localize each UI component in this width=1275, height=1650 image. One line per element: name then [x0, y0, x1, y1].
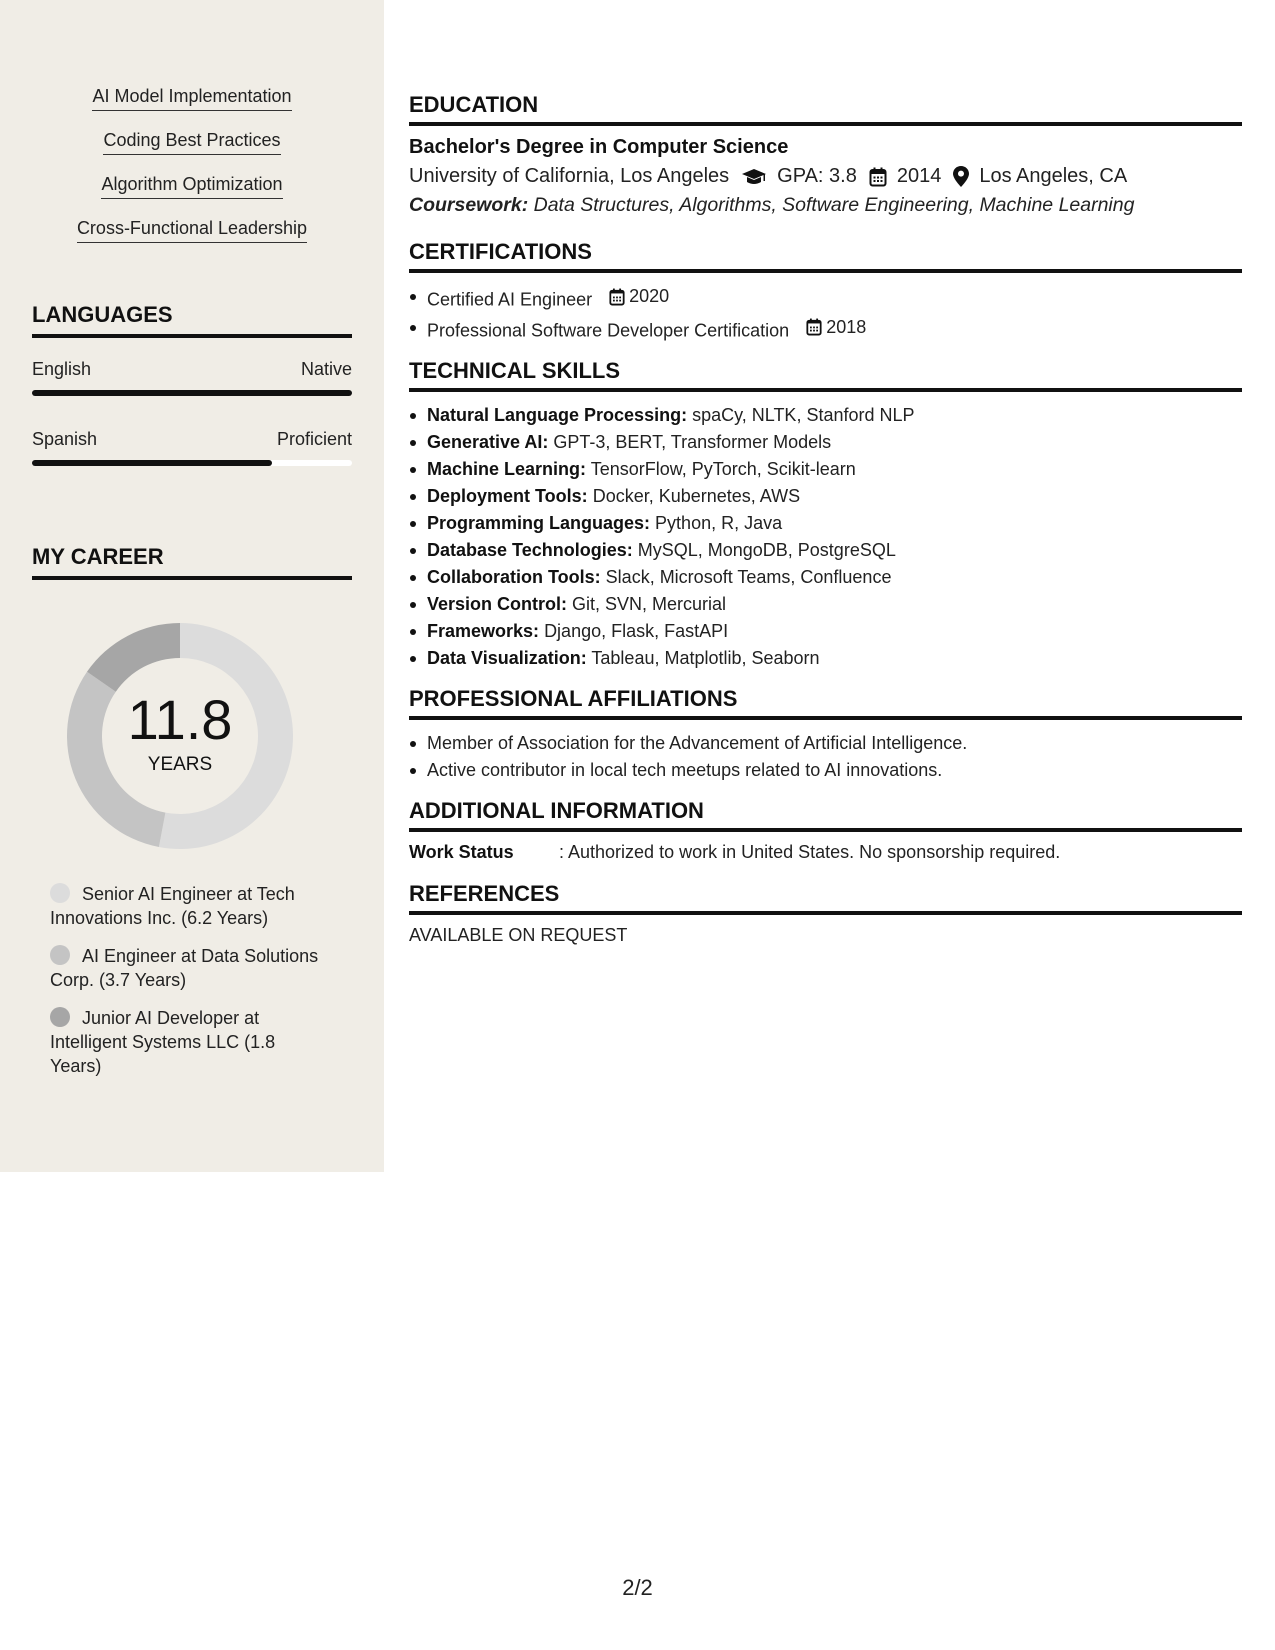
- skill-label: Generative AI:: [427, 432, 549, 452]
- work-status-label: Work Status: [409, 842, 514, 862]
- coursework-label: Coursework:: [409, 194, 529, 216]
- references-heading: REFERENCES: [409, 881, 1242, 915]
- skill-value: Git, SVN, Mercurial: [572, 594, 727, 614]
- languages-heading: LANGUAGES: [32, 302, 352, 338]
- skill-item: [409, 402, 1242, 429]
- affiliations-heading: PROFESSIONAL AFFILIATIONS: [409, 686, 1242, 720]
- certifications-heading: CERTIFICATIONS: [409, 239, 1242, 273]
- work-status-row: [409, 842, 1242, 863]
- donut-center: [66, 622, 294, 850]
- skill-label: Deployment Tools:: [427, 486, 588, 506]
- skill-label: Machine Learning:: [427, 459, 587, 479]
- skill-value: MySQL, MongoDB, PostgreSQL: [637, 540, 896, 560]
- skill-value: Tableau, Matplotlib, Seaborn: [591, 648, 820, 668]
- language-level: Native: [300, 359, 352, 379]
- skill-item: [409, 564, 1242, 591]
- skill-value: spaCy, NLTK, Stanford NLP: [692, 405, 915, 425]
- skill-item: [409, 510, 1242, 537]
- education-school: University of California, Los Angeles: [409, 165, 730, 187]
- certifications-list: [409, 283, 1242, 344]
- education-location: Los Angeles, CA: [979, 165, 1128, 187]
- certification-year: 2018: [826, 316, 867, 337]
- language-bar-spanish: [32, 460, 352, 466]
- certification-item: [409, 314, 1242, 345]
- career-heading: MY CAREER: [32, 544, 352, 580]
- skill-value: Docker, Kubernetes, AWS: [592, 486, 801, 506]
- career-item: [50, 1006, 320, 1078]
- strength-item: Cross-Functional Leadership: [77, 218, 307, 243]
- skill-label: Database Technologies:: [427, 540, 633, 560]
- language-spanish: [32, 429, 352, 450]
- career-unit: YEARS: [147, 754, 213, 775]
- page-number: 2/2: [622, 1575, 653, 1600]
- career-donut-chart: [66, 622, 294, 850]
- skill-item: [409, 618, 1242, 645]
- skill-value: Python, R, Java: [655, 513, 783, 533]
- education-degree: Bachelor's Degree in Computer Science: [409, 136, 789, 158]
- legend-dot: [50, 1007, 70, 1027]
- language-english: [32, 359, 352, 380]
- skill-item: [409, 429, 1242, 456]
- affiliation-item: Active contributor in local tech meetups related to AI innovations.: [409, 757, 1242, 784]
- certification-date: [806, 314, 866, 341]
- certification-item: [409, 283, 1242, 314]
- affiliations-list: [409, 730, 1242, 784]
- skill-label: Programming Languages:: [427, 513, 651, 533]
- education-coursework: [409, 194, 1242, 217]
- language-name: Spanish: [32, 429, 98, 449]
- graduation-cap-icon: [741, 168, 767, 186]
- coursework-list: Data Structures, Algorithms, Software Engineering, Machine Learning: [533, 194, 1135, 216]
- language-name: English: [32, 359, 92, 379]
- skills-list: [409, 402, 1242, 672]
- calendar-icon: [609, 288, 625, 306]
- language-bar-fill: [32, 460, 272, 466]
- career-legend: [50, 882, 320, 1092]
- skill-label: Version Control:: [427, 594, 568, 614]
- career-label: Junior AI Developer at Intelligent Systems LLC (1.8 Years): [50, 1008, 276, 1076]
- certification-year: 2020: [629, 286, 670, 306]
- strength-item: Coding Best Practices: [103, 130, 280, 155]
- calendar-icon: [806, 318, 822, 336]
- career-label: AI Engineer at Data Solutions Corp. (3.7 Years): [50, 946, 319, 990]
- skill-label: Collaboration Tools:: [427, 567, 601, 587]
- legend-dot: [50, 883, 70, 903]
- skill-label: Data Visualization:: [427, 648, 587, 668]
- additional-info-heading: ADDITIONAL INFORMATION: [409, 798, 1242, 832]
- legend-dot: [50, 945, 70, 965]
- location-pin-icon: [953, 166, 969, 187]
- sidebar: [0, 0, 384, 1172]
- skill-value: Django, Flask, FastAPI: [544, 621, 729, 641]
- certification-name: Certified AI Engineer: [427, 289, 593, 310]
- skill-item: [409, 483, 1242, 510]
- strengths-list: [0, 86, 384, 262]
- education-details: [409, 165, 1242, 188]
- education-heading: EDUCATION: [409, 92, 1242, 126]
- certification-date: [609, 283, 669, 310]
- skill-label: Frameworks:: [427, 621, 540, 641]
- skill-item: [409, 591, 1242, 618]
- skill-item: [409, 537, 1242, 564]
- language-level: Proficient: [276, 429, 352, 449]
- education-gpa: GPA: 3.8: [777, 165, 857, 187]
- skill-value: Slack, Microsoft Teams, Confluence: [605, 567, 892, 587]
- skills-heading: TECHNICAL SKILLS: [409, 358, 1242, 392]
- work-status-value: : Authorized to work in United States. No sponsorship required.: [559, 842, 1061, 862]
- strength-item: AI Model Implementation: [92, 86, 291, 111]
- calendar-icon: [869, 167, 887, 187]
- affiliation-item: Member of Association for the Advancement of Artificial Intelligence.: [409, 730, 1242, 757]
- skill-value: GPT-3, BERT, Transformer Models: [553, 432, 832, 452]
- career-label: Senior AI Engineer at Tech Innovations Inc. (6.2 Years): [50, 884, 295, 928]
- language-bar-fill: [32, 390, 352, 396]
- strength-item: Algorithm Optimization: [101, 174, 282, 199]
- education-year: 2014: [896, 165, 942, 187]
- certification-name: Professional Software Developer Certification: [427, 320, 790, 340]
- skill-label: Natural Language Processing:: [427, 405, 688, 425]
- skill-value: TensorFlow, PyTorch, Scikit-learn: [590, 459, 856, 479]
- career-item: [50, 882, 320, 930]
- skill-item: [409, 645, 1242, 672]
- career-item: [50, 944, 320, 992]
- career-total: 11.8: [127, 688, 233, 751]
- main-content: [409, 92, 1242, 946]
- skill-item: [409, 456, 1242, 483]
- references-text: AVAILABLE ON REQUEST: [409, 925, 628, 945]
- language-bar-english: [32, 390, 352, 396]
